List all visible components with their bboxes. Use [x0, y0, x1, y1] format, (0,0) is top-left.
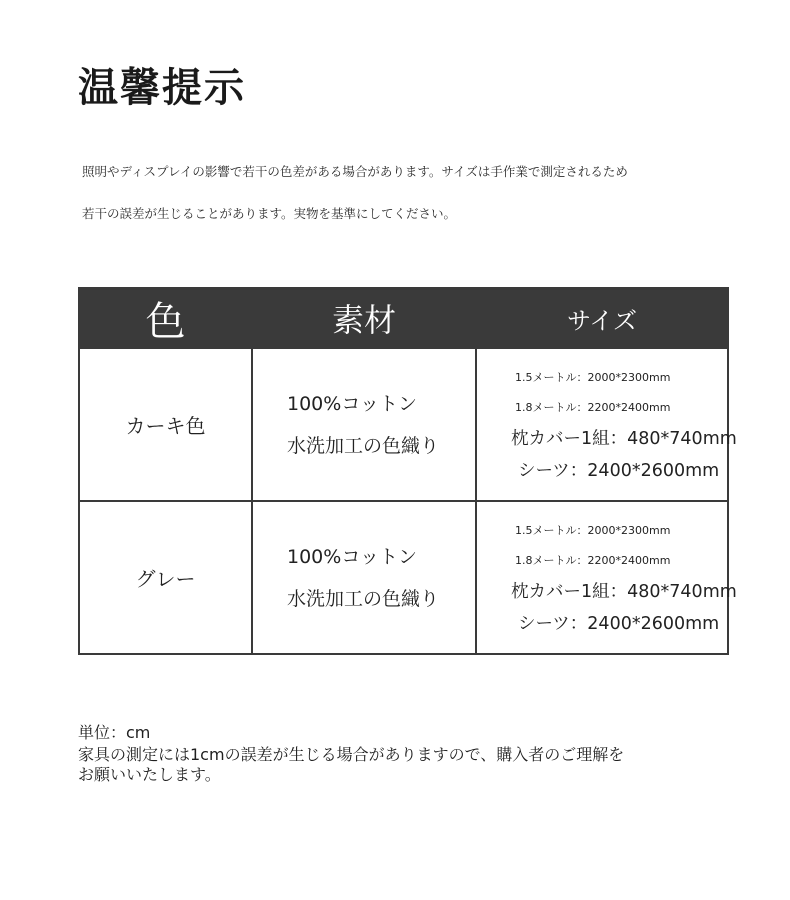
notice-line-2: 若干の誤差が生じることがあります。実物を基準にしてください。 [82, 206, 457, 221]
material-cell [252, 348, 476, 501]
material-line: 100%コットン [287, 545, 417, 568]
color-value: グレー [135, 567, 196, 591]
notice-line-1: 照明やディスプレイの影響で若干の色差がある場合があります。サイズは手作業で測定されるため [82, 164, 628, 179]
size-line: シーツ：2400*2600mm [518, 613, 720, 634]
color-cell [79, 501, 252, 654]
disclaimer-text: 家具の測定には1cmの誤差が生じる場合がありますので、購入者のご理解をお願いいたします。 [78, 745, 625, 784]
size-line: シーツ：2400*2600mm [518, 460, 720, 481]
size-line: 枕カバー1組：480*740mm [511, 428, 737, 449]
size-line: 1.8メートル：2200*2400mm [515, 553, 671, 567]
color-value: カーキ色 [125, 414, 206, 438]
material-line: 水洗加工の色織り [287, 434, 440, 457]
unit-label: 単位：cm [78, 723, 151, 742]
size-line: 1.8メートル：2200*2400mm [515, 400, 671, 414]
table-row [79, 348, 728, 501]
material-cell [252, 501, 476, 654]
size-line: 1.5メートル：2000*2300mm [515, 370, 671, 384]
header-size: サイズ [476, 288, 728, 348]
color-cell [79, 348, 252, 501]
spec-table [78, 287, 737, 655]
header-material: 素材 [252, 288, 476, 348]
size-cell [476, 348, 737, 501]
material-line: 100%コットン [287, 392, 417, 415]
material-line: 水洗加工の色織り [287, 587, 440, 610]
page-title: 温馨提示 [78, 65, 246, 111]
header-color: 色 [79, 288, 252, 348]
size-line: 1.5メートル：2000*2300mm [515, 523, 671, 537]
table-row [79, 501, 728, 654]
table-header-row [79, 288, 728, 348]
size-cell [476, 501, 737, 654]
size-line: 枕カバー1組：480*740mm [511, 581, 737, 602]
